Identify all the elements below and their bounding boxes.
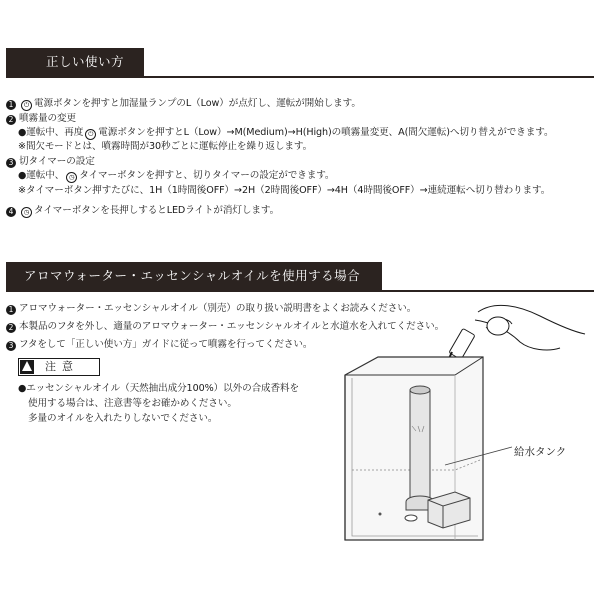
timer-icon: ◷: [66, 172, 77, 183]
water-tank: [345, 357, 512, 540]
number-badge: 1: [6, 100, 16, 110]
section-header-usage: [6, 48, 594, 78]
dropper-hand-icon: [439, 305, 585, 389]
number-badge: 3: [6, 341, 16, 351]
power-icon: ⏻: [85, 129, 96, 140]
usage-item-1: 1 ⏻ 電源ボタンを押すと加湿量ランプのL（Low）が点灯し、運転が開始します。: [6, 97, 361, 111]
aroma-item-2: 2 本製品のフタを外し、適量のアロマウォーター・エッセンシャルオイルと水道水を入れてください。: [6, 320, 444, 333]
aroma-item-1: 1 アロマウォーター・エッセンシャルオイル（別売）の取り扱い説明書をよくお読みください。: [6, 302, 416, 315]
caution-line-2: 使用する場合は、注意書等をお確かめください。: [28, 398, 237, 409]
number-badge: 1: [6, 305, 16, 315]
section-title-usage: 正しい使い方: [6, 48, 144, 76]
number-badge: 2: [6, 115, 16, 125]
caution-label-box: [18, 358, 100, 376]
timer-icon: ◷: [21, 207, 32, 218]
number-badge: 4: [6, 207, 16, 217]
power-icon: ⏻: [21, 100, 32, 111]
section-title-aroma: アロマウォーター・エッセンシャルオイルを使用する場合: [6, 262, 382, 290]
tank-label: 給水タンク: [514, 446, 567, 458]
number-badge: 2: [6, 323, 16, 333]
usage-item-4: 4 ◷ タイマーボタンを長押しするとLEDライトが消灯します。: [6, 204, 279, 218]
usage-item-3-note: ※タイマーボタン押すたびに、1H（1時間後OFF）→2H（2時間後OFF）→4H（4時間後OFF）→連続運転へ切り替わります。: [18, 185, 551, 196]
section-header-aroma: [6, 262, 594, 292]
usage-item-2-heading: 2 噴霧量の変更: [6, 112, 76, 125]
number-badge: 3: [6, 158, 16, 168]
usage-item-3-line: ●運転中、 ◷ タイマーボタンを押すと、切りタイマーの設定ができます。: [18, 170, 335, 181]
caution-line-3: 多量のオイルを入れたりしないでください。: [28, 413, 218, 424]
caution-line-1: ●エッセンシャルオイル（天然抽出成分100%）以外の合成香料を: [18, 383, 300, 394]
caution-label: 注意: [45, 360, 79, 373]
aroma-item-3: 3 フタをして「正しい使い方」ガイドに従って噴霧を行ってください。: [6, 338, 312, 351]
warning-icon: [20, 360, 34, 374]
usage-item-3-heading: 3 切タイマーの設定: [6, 155, 95, 168]
usage-item-2-note: ※間欠モードとは、噴霧時間が30秒ごとに運転停止を繰り返します。: [18, 141, 313, 152]
usage-item-2-line: ●運転中、再度 ⏻ 電源ボタンを押すとL（Low）→M(Medium)→H(High)の噴霧量変更、A(間欠運転)へ切り替えができます。: [18, 127, 554, 138]
